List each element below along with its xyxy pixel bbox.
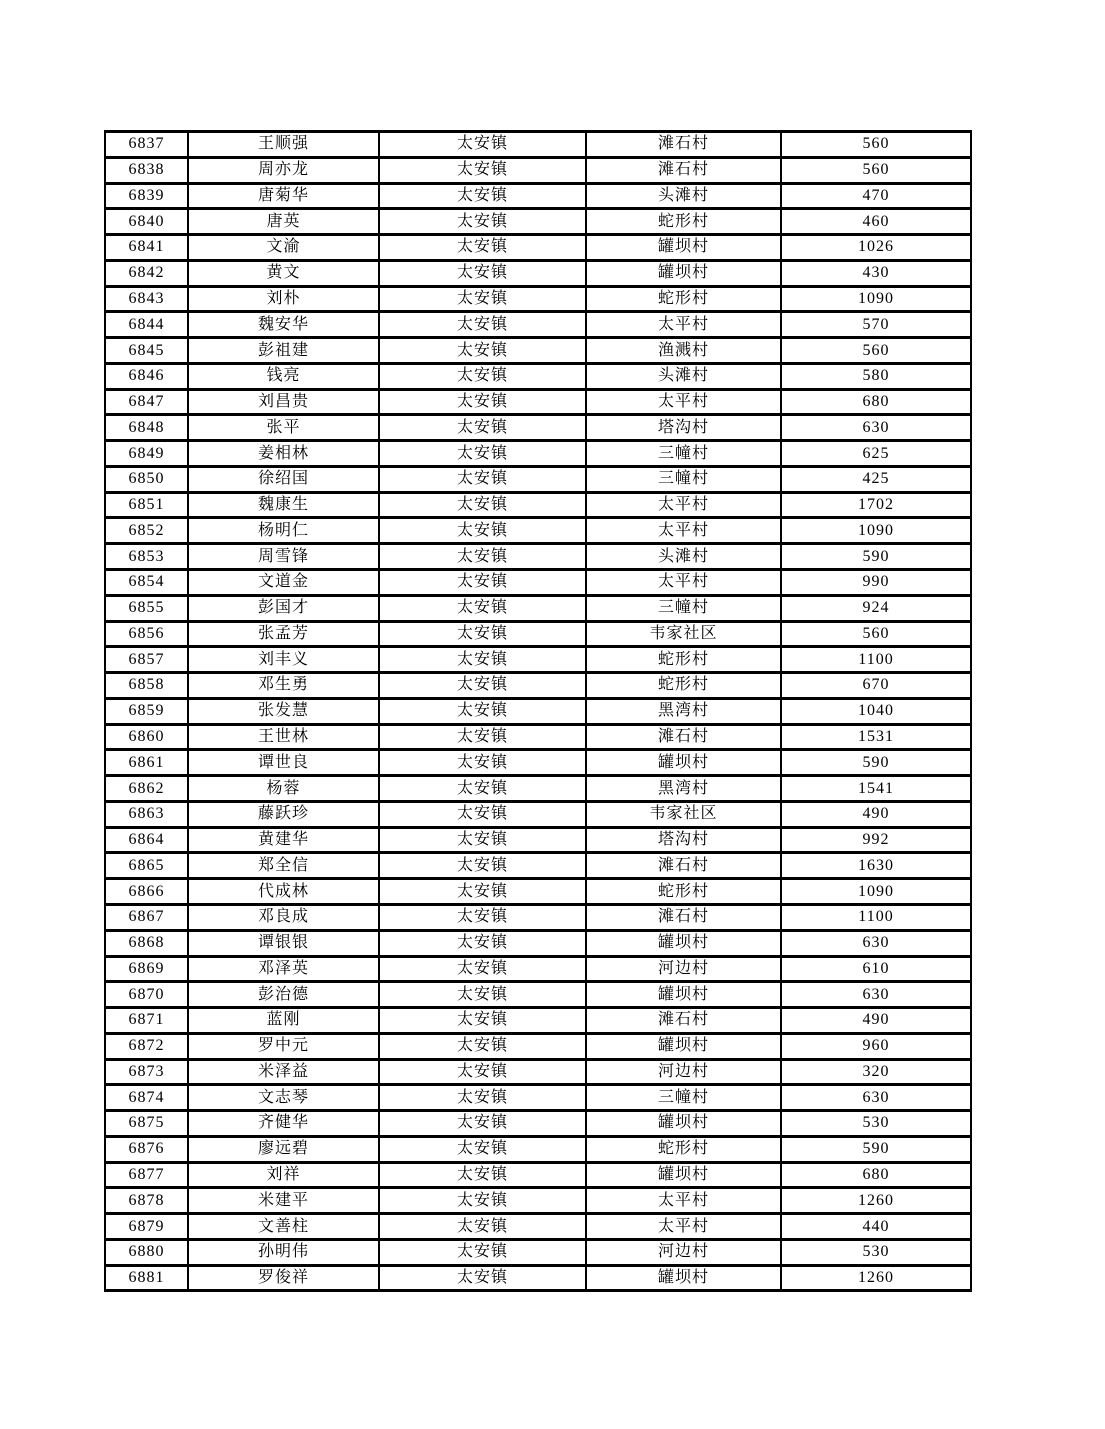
village-cell: 塔沟村 bbox=[586, 827, 781, 853]
village-cell: 太平村 bbox=[586, 570, 781, 596]
id-cell: 6869 bbox=[105, 956, 188, 982]
id-cell: 6865 bbox=[105, 853, 188, 879]
village-cell: 滩石村 bbox=[586, 853, 781, 879]
town-cell: 太安镇 bbox=[379, 1188, 586, 1214]
name-cell: 刘朴 bbox=[188, 286, 379, 312]
table-row bbox=[105, 338, 971, 364]
amount-cell: 430 bbox=[781, 260, 971, 286]
table-row bbox=[105, 1214, 971, 1240]
town-cell: 太安镇 bbox=[379, 544, 586, 570]
village-cell: 蛇形村 bbox=[586, 673, 781, 699]
village-cell: 滩石村 bbox=[586, 132, 781, 158]
table-row bbox=[105, 673, 971, 699]
village-cell: 罐坝村 bbox=[586, 750, 781, 776]
id-cell: 6857 bbox=[105, 647, 188, 673]
town-cell: 太安镇 bbox=[379, 570, 586, 596]
table-row bbox=[105, 260, 971, 286]
table-row bbox=[105, 1265, 971, 1291]
id-cell: 6872 bbox=[105, 1033, 188, 1059]
table-row bbox=[105, 1162, 971, 1188]
id-cell: 6875 bbox=[105, 1111, 188, 1137]
table-row bbox=[105, 1239, 971, 1265]
town-cell: 太安镇 bbox=[379, 1265, 586, 1291]
village-cell: 蛇形村 bbox=[586, 1136, 781, 1162]
village-cell: 罐坝村 bbox=[586, 982, 781, 1008]
town-cell: 太安镇 bbox=[379, 415, 586, 441]
village-cell: 太平村 bbox=[586, 1214, 781, 1240]
amount-cell: 610 bbox=[781, 956, 971, 982]
town-cell: 太安镇 bbox=[379, 1162, 586, 1188]
table-row bbox=[105, 879, 971, 905]
name-cell: 米泽益 bbox=[188, 1059, 379, 1085]
town-cell: 太安镇 bbox=[379, 338, 586, 364]
village-cell: 三幢村 bbox=[586, 1085, 781, 1111]
table-row bbox=[105, 827, 971, 853]
amount-cell: 320 bbox=[781, 1059, 971, 1085]
id-cell: 6879 bbox=[105, 1214, 188, 1240]
id-cell: 6867 bbox=[105, 904, 188, 930]
id-cell: 6861 bbox=[105, 750, 188, 776]
village-cell: 黑湾村 bbox=[586, 776, 781, 802]
town-cell: 太安镇 bbox=[379, 982, 586, 1008]
table-row bbox=[105, 209, 971, 235]
village-cell: 三幢村 bbox=[586, 441, 781, 467]
id-cell: 6842 bbox=[105, 260, 188, 286]
village-cell: 滩石村 bbox=[586, 1008, 781, 1034]
name-cell: 彭治德 bbox=[188, 982, 379, 1008]
table-row bbox=[105, 904, 971, 930]
town-cell: 太安镇 bbox=[379, 1085, 586, 1111]
name-cell: 谭银银 bbox=[188, 930, 379, 956]
id-cell: 6853 bbox=[105, 544, 188, 570]
name-cell: 周雪锋 bbox=[188, 544, 379, 570]
amount-cell: 1100 bbox=[781, 904, 971, 930]
name-cell: 蓝刚 bbox=[188, 1008, 379, 1034]
id-cell: 6866 bbox=[105, 879, 188, 905]
name-cell: 杨蓉 bbox=[188, 776, 379, 802]
village-cell: 罐坝村 bbox=[586, 260, 781, 286]
village-cell: 韦家社区 bbox=[586, 621, 781, 647]
town-cell: 太安镇 bbox=[379, 235, 586, 261]
id-cell: 6877 bbox=[105, 1162, 188, 1188]
town-cell: 太安镇 bbox=[379, 466, 586, 492]
amount-cell: 440 bbox=[781, 1214, 971, 1240]
name-cell: 徐绍国 bbox=[188, 466, 379, 492]
amount-cell: 1260 bbox=[781, 1188, 971, 1214]
name-cell: 唐菊华 bbox=[188, 183, 379, 209]
id-cell: 6868 bbox=[105, 930, 188, 956]
table-row bbox=[105, 1085, 971, 1111]
amount-cell: 425 bbox=[781, 466, 971, 492]
id-cell: 6843 bbox=[105, 286, 188, 312]
amount-cell: 924 bbox=[781, 595, 971, 621]
name-cell: 王顺强 bbox=[188, 132, 379, 158]
name-cell: 刘昌贵 bbox=[188, 389, 379, 415]
id-cell: 6856 bbox=[105, 621, 188, 647]
name-cell: 杨明仁 bbox=[188, 518, 379, 544]
village-cell: 头滩村 bbox=[586, 363, 781, 389]
id-cell: 6847 bbox=[105, 389, 188, 415]
village-cell: 罐坝村 bbox=[586, 235, 781, 261]
name-cell: 谭世良 bbox=[188, 750, 379, 776]
town-cell: 太安镇 bbox=[379, 1008, 586, 1034]
village-cell: 蛇形村 bbox=[586, 286, 781, 312]
id-cell: 6839 bbox=[105, 183, 188, 209]
table-row bbox=[105, 776, 971, 802]
name-cell: 廖远碧 bbox=[188, 1136, 379, 1162]
name-cell: 邓泽英 bbox=[188, 956, 379, 982]
id-cell: 6851 bbox=[105, 492, 188, 518]
town-cell: 太安镇 bbox=[379, 389, 586, 415]
table-row bbox=[105, 1136, 971, 1162]
amount-cell: 630 bbox=[781, 415, 971, 441]
table-row bbox=[105, 157, 971, 183]
name-cell: 邓生勇 bbox=[188, 673, 379, 699]
town-cell: 太安镇 bbox=[379, 904, 586, 930]
amount-cell: 530 bbox=[781, 1239, 971, 1265]
table-row bbox=[105, 389, 971, 415]
name-cell: 彭祖建 bbox=[188, 338, 379, 364]
town-cell: 太安镇 bbox=[379, 1239, 586, 1265]
amount-cell: 680 bbox=[781, 389, 971, 415]
village-cell: 罐坝村 bbox=[586, 1162, 781, 1188]
town-cell: 太安镇 bbox=[379, 750, 586, 776]
name-cell: 张平 bbox=[188, 415, 379, 441]
id-cell: 6873 bbox=[105, 1059, 188, 1085]
town-cell: 太安镇 bbox=[379, 492, 586, 518]
amount-cell: 1040 bbox=[781, 698, 971, 724]
amount-cell: 680 bbox=[781, 1162, 971, 1188]
amount-cell: 490 bbox=[781, 801, 971, 827]
id-cell: 6870 bbox=[105, 982, 188, 1008]
village-cell: 头滩村 bbox=[586, 544, 781, 570]
amount-cell: 560 bbox=[781, 157, 971, 183]
id-cell: 6841 bbox=[105, 235, 188, 261]
town-cell: 太安镇 bbox=[379, 1136, 586, 1162]
id-cell: 6848 bbox=[105, 415, 188, 441]
town-cell: 太安镇 bbox=[379, 1111, 586, 1137]
town-cell: 太安镇 bbox=[379, 363, 586, 389]
village-cell: 三幢村 bbox=[586, 466, 781, 492]
name-cell: 藤跃珍 bbox=[188, 801, 379, 827]
village-cell: 罐坝村 bbox=[586, 1265, 781, 1291]
amount-cell: 625 bbox=[781, 441, 971, 467]
table-row bbox=[105, 853, 971, 879]
name-cell: 姜相林 bbox=[188, 441, 379, 467]
town-cell: 太安镇 bbox=[379, 673, 586, 699]
table-row bbox=[105, 312, 971, 338]
table-row bbox=[105, 698, 971, 724]
amount-cell: 560 bbox=[781, 132, 971, 158]
town-cell: 太安镇 bbox=[379, 209, 586, 235]
records-table-body bbox=[105, 132, 971, 1291]
village-cell: 黑湾村 bbox=[586, 698, 781, 724]
table-row bbox=[105, 982, 971, 1008]
name-cell: 刘祥 bbox=[188, 1162, 379, 1188]
amount-cell: 560 bbox=[781, 338, 971, 364]
id-cell: 6838 bbox=[105, 157, 188, 183]
town-cell: 太安镇 bbox=[379, 286, 586, 312]
town-cell: 太安镇 bbox=[379, 827, 586, 853]
id-cell: 6878 bbox=[105, 1188, 188, 1214]
village-cell: 三幢村 bbox=[586, 595, 781, 621]
name-cell: 彭国才 bbox=[188, 595, 379, 621]
town-cell: 太安镇 bbox=[379, 312, 586, 338]
name-cell: 文志琴 bbox=[188, 1085, 379, 1111]
town-cell: 太安镇 bbox=[379, 724, 586, 750]
village-cell: 滩石村 bbox=[586, 904, 781, 930]
amount-cell: 1100 bbox=[781, 647, 971, 673]
amount-cell: 1541 bbox=[781, 776, 971, 802]
table-row bbox=[105, 518, 971, 544]
village-cell: 太平村 bbox=[586, 1188, 781, 1214]
amount-cell: 490 bbox=[781, 1008, 971, 1034]
table-row bbox=[105, 595, 971, 621]
village-cell: 太平村 bbox=[586, 389, 781, 415]
table-row bbox=[105, 621, 971, 647]
id-cell: 6862 bbox=[105, 776, 188, 802]
id-cell: 6855 bbox=[105, 595, 188, 621]
id-cell: 6864 bbox=[105, 827, 188, 853]
table-row bbox=[105, 1059, 971, 1085]
id-cell: 6850 bbox=[105, 466, 188, 492]
id-cell: 6881 bbox=[105, 1265, 188, 1291]
town-cell: 太安镇 bbox=[379, 441, 586, 467]
village-cell: 太平村 bbox=[586, 518, 781, 544]
id-cell: 6860 bbox=[105, 724, 188, 750]
town-cell: 太安镇 bbox=[379, 1059, 586, 1085]
name-cell: 齐健华 bbox=[188, 1111, 379, 1137]
id-cell: 6871 bbox=[105, 1008, 188, 1034]
table-row bbox=[105, 466, 971, 492]
name-cell: 唐英 bbox=[188, 209, 379, 235]
town-cell: 太安镇 bbox=[379, 698, 586, 724]
village-cell: 韦家社区 bbox=[586, 801, 781, 827]
town-cell: 太安镇 bbox=[379, 1033, 586, 1059]
village-cell: 蛇形村 bbox=[586, 647, 781, 673]
table-row bbox=[105, 956, 971, 982]
amount-cell: 630 bbox=[781, 1085, 971, 1111]
id-cell: 6876 bbox=[105, 1136, 188, 1162]
name-cell: 文渝 bbox=[188, 235, 379, 261]
table-row bbox=[105, 647, 971, 673]
name-cell: 钱亮 bbox=[188, 363, 379, 389]
town-cell: 太安镇 bbox=[379, 157, 586, 183]
town-cell: 太安镇 bbox=[379, 853, 586, 879]
name-cell: 周亦龙 bbox=[188, 157, 379, 183]
table-row bbox=[105, 1008, 971, 1034]
name-cell: 罗中元 bbox=[188, 1033, 379, 1059]
table-row bbox=[105, 441, 971, 467]
amount-cell: 580 bbox=[781, 363, 971, 389]
amount-cell: 1702 bbox=[781, 492, 971, 518]
id-cell: 6880 bbox=[105, 1239, 188, 1265]
table-row bbox=[105, 570, 971, 596]
amount-cell: 1531 bbox=[781, 724, 971, 750]
amount-cell: 1090 bbox=[781, 518, 971, 544]
id-cell: 6852 bbox=[105, 518, 188, 544]
town-cell: 太安镇 bbox=[379, 183, 586, 209]
village-cell: 蛇形村 bbox=[586, 209, 781, 235]
name-cell: 邓良成 bbox=[188, 904, 379, 930]
amount-cell: 530 bbox=[781, 1111, 971, 1137]
village-cell: 河边村 bbox=[586, 1239, 781, 1265]
table-row bbox=[105, 750, 971, 776]
town-cell: 太安镇 bbox=[379, 776, 586, 802]
village-cell: 塔沟村 bbox=[586, 415, 781, 441]
amount-cell: 590 bbox=[781, 750, 971, 776]
village-cell: 河边村 bbox=[586, 956, 781, 982]
amount-cell: 1090 bbox=[781, 879, 971, 905]
village-cell: 罐坝村 bbox=[586, 1111, 781, 1137]
town-cell: 太安镇 bbox=[379, 1214, 586, 1240]
name-cell: 黄文 bbox=[188, 260, 379, 286]
village-cell: 罐坝村 bbox=[586, 1033, 781, 1059]
name-cell: 孙明伟 bbox=[188, 1239, 379, 1265]
table-row bbox=[105, 235, 971, 261]
village-cell: 太平村 bbox=[586, 312, 781, 338]
records-table bbox=[104, 130, 972, 1292]
village-cell: 太平村 bbox=[586, 492, 781, 518]
village-cell: 河边村 bbox=[586, 1059, 781, 1085]
village-cell: 渔溅村 bbox=[586, 338, 781, 364]
town-cell: 太安镇 bbox=[379, 132, 586, 158]
name-cell: 刘丰义 bbox=[188, 647, 379, 673]
id-cell: 6845 bbox=[105, 338, 188, 364]
amount-cell: 470 bbox=[781, 183, 971, 209]
name-cell: 郑全信 bbox=[188, 853, 379, 879]
village-cell: 蛇形村 bbox=[586, 879, 781, 905]
amount-cell: 1630 bbox=[781, 853, 971, 879]
id-cell: 6840 bbox=[105, 209, 188, 235]
table-row bbox=[105, 286, 971, 312]
village-cell: 滩石村 bbox=[586, 724, 781, 750]
amount-cell: 670 bbox=[781, 673, 971, 699]
amount-cell: 630 bbox=[781, 930, 971, 956]
table-row bbox=[105, 415, 971, 441]
table-row bbox=[105, 801, 971, 827]
town-cell: 太安镇 bbox=[379, 595, 586, 621]
village-cell: 头滩村 bbox=[586, 183, 781, 209]
table-row bbox=[105, 724, 971, 750]
amount-cell: 1026 bbox=[781, 235, 971, 261]
id-cell: 6846 bbox=[105, 363, 188, 389]
id-cell: 6844 bbox=[105, 312, 188, 338]
id-cell: 6837 bbox=[105, 132, 188, 158]
name-cell: 米建平 bbox=[188, 1188, 379, 1214]
table-row bbox=[105, 132, 971, 158]
amount-cell: 1090 bbox=[781, 286, 971, 312]
amount-cell: 992 bbox=[781, 827, 971, 853]
id-cell: 6858 bbox=[105, 673, 188, 699]
table-row bbox=[105, 1033, 971, 1059]
amount-cell: 990 bbox=[781, 570, 971, 596]
name-cell: 代成林 bbox=[188, 879, 379, 905]
village-cell: 罐坝村 bbox=[586, 930, 781, 956]
id-cell: 6849 bbox=[105, 441, 188, 467]
id-cell: 6874 bbox=[105, 1085, 188, 1111]
town-cell: 太安镇 bbox=[379, 879, 586, 905]
amount-cell: 460 bbox=[781, 209, 971, 235]
amount-cell: 560 bbox=[781, 621, 971, 647]
id-cell: 6854 bbox=[105, 570, 188, 596]
town-cell: 太安镇 bbox=[379, 930, 586, 956]
town-cell: 太安镇 bbox=[379, 260, 586, 286]
amount-cell: 960 bbox=[781, 1033, 971, 1059]
name-cell: 张发慧 bbox=[188, 698, 379, 724]
name-cell: 文善柱 bbox=[188, 1214, 379, 1240]
name-cell: 张孟芳 bbox=[188, 621, 379, 647]
name-cell: 黄建华 bbox=[188, 827, 379, 853]
table-row bbox=[105, 183, 971, 209]
id-cell: 6863 bbox=[105, 801, 188, 827]
name-cell: 魏康生 bbox=[188, 492, 379, 518]
table-row bbox=[105, 1111, 971, 1137]
amount-cell: 570 bbox=[781, 312, 971, 338]
name-cell: 魏安华 bbox=[188, 312, 379, 338]
amount-cell: 1260 bbox=[781, 1265, 971, 1291]
table-row bbox=[105, 1188, 971, 1214]
town-cell: 太安镇 bbox=[379, 801, 586, 827]
name-cell: 罗俊祥 bbox=[188, 1265, 379, 1291]
amount-cell: 590 bbox=[781, 544, 971, 570]
town-cell: 太安镇 bbox=[379, 647, 586, 673]
village-cell: 滩石村 bbox=[586, 157, 781, 183]
id-cell: 6859 bbox=[105, 698, 188, 724]
table-row bbox=[105, 363, 971, 389]
name-cell: 文道金 bbox=[188, 570, 379, 596]
table-row bbox=[105, 930, 971, 956]
town-cell: 太安镇 bbox=[379, 518, 586, 544]
town-cell: 太安镇 bbox=[379, 621, 586, 647]
amount-cell: 590 bbox=[781, 1136, 971, 1162]
town-cell: 太安镇 bbox=[379, 956, 586, 982]
name-cell: 王世林 bbox=[188, 724, 379, 750]
table-row bbox=[105, 544, 971, 570]
table-row bbox=[105, 492, 971, 518]
amount-cell: 630 bbox=[781, 982, 971, 1008]
